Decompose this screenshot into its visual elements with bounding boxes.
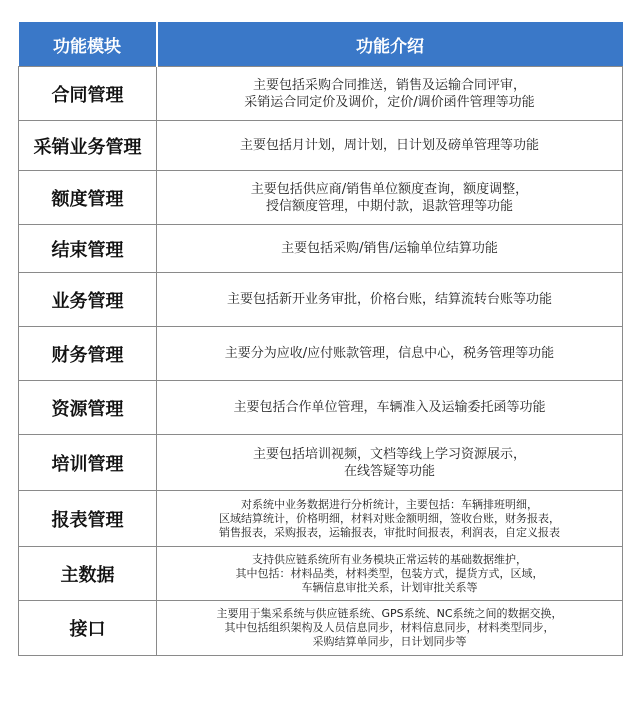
module-description [157, 67, 623, 121]
table-body [19, 67, 623, 656]
description-line: 主要包括月计划，周计划，日计划及磅单管理等功能 [239, 138, 539, 153]
description-line: 主要包括供应商/销售单位额度查询，额度调整， [250, 181, 529, 197]
description-line: 销售报表，采购报表，运输报表，审批时间报表，利润表，自定义报表 [219, 525, 560, 539]
description-line: 主要包括采购/销售/运输单位结算功能 [281, 241, 498, 256]
description-line: 主要包括采购合同推送，销售及运输合同评审， [252, 77, 526, 93]
header-module: 功能模块 [19, 22, 157, 67]
description-line: 主要用于集采系统与供应链系统、GPS系统、NC系统之间的数据交换， [216, 607, 563, 620]
table-row [19, 601, 623, 656]
description-line: 采购结算单同步，日计划同步等 [312, 635, 467, 648]
module-name: 接口 [19, 601, 157, 656]
header-row [19, 22, 623, 67]
description-line: 支持供应链系统所有业务模块正常运转的基础数据维护， [252, 552, 527, 566]
module-description [157, 121, 623, 171]
table-row [19, 171, 623, 225]
table-row [19, 67, 623, 121]
module-name: 财务管理 [19, 327, 157, 381]
module-description [157, 381, 623, 435]
module-name: 结束管理 [19, 225, 157, 273]
table-row [19, 273, 623, 327]
feature-table [18, 22, 623, 656]
table-row [19, 327, 623, 381]
module-description [157, 225, 623, 273]
description-line: 主要包括培训视频，文档等线上学习资源展示， [252, 446, 526, 462]
description-line: 主要分为应收/应付账款管理，信息中心，税务管理等功能 [224, 346, 555, 361]
table-row [19, 381, 623, 435]
table-row [19, 435, 623, 491]
description-line: 采销运合同定价及调价，定价/调价函件管理等功能 [244, 94, 535, 110]
table-row [19, 225, 623, 273]
description-line: 授信额度管理，中期付款，退款管理等功能 [265, 198, 513, 214]
description-line: 对系统中业务数据进行分析统计，主要包括：车辆排班明细， [241, 497, 538, 511]
description-line: 在线答疑等功能 [343, 463, 435, 479]
module-name: 培训管理 [19, 435, 157, 491]
table-row [19, 491, 623, 547]
module-name: 采销业务管理 [19, 121, 157, 171]
description-line: 主要包括合作单位管理，车辆准入及运输委托函等功能 [233, 400, 546, 415]
description-line: 区域结算统计，价格明细，材料对账金额明细，签收台账，财务报表， [219, 511, 560, 525]
description-line: 其中包括：材料品类，材料类型，包装方式，提货方式，区域， [235, 566, 544, 580]
header-description: 功能介绍 [157, 22, 623, 67]
description-line: 主要包括新开业务审批，价格台账，结算流转台账等功能 [226, 292, 552, 307]
description-line: 其中包括组织架构及人员信息同步，材料信息同步，材料类型同步， [224, 621, 555, 634]
table-row [19, 547, 623, 601]
description-line: 车辆信息审批关系，计划审批关系等 [301, 580, 478, 594]
module-name: 主数据 [19, 547, 157, 601]
module-description [157, 435, 623, 491]
module-description [157, 327, 623, 381]
module-name: 合同管理 [19, 67, 157, 121]
module-description [157, 547, 623, 601]
module-description [157, 273, 623, 327]
module-description [157, 171, 623, 225]
table-row [19, 121, 623, 171]
module-name: 资源管理 [19, 381, 157, 435]
module-description [157, 491, 623, 547]
module-name: 报表管理 [19, 491, 157, 547]
module-description [157, 601, 623, 656]
module-name: 业务管理 [19, 273, 157, 327]
module-name: 额度管理 [19, 171, 157, 225]
